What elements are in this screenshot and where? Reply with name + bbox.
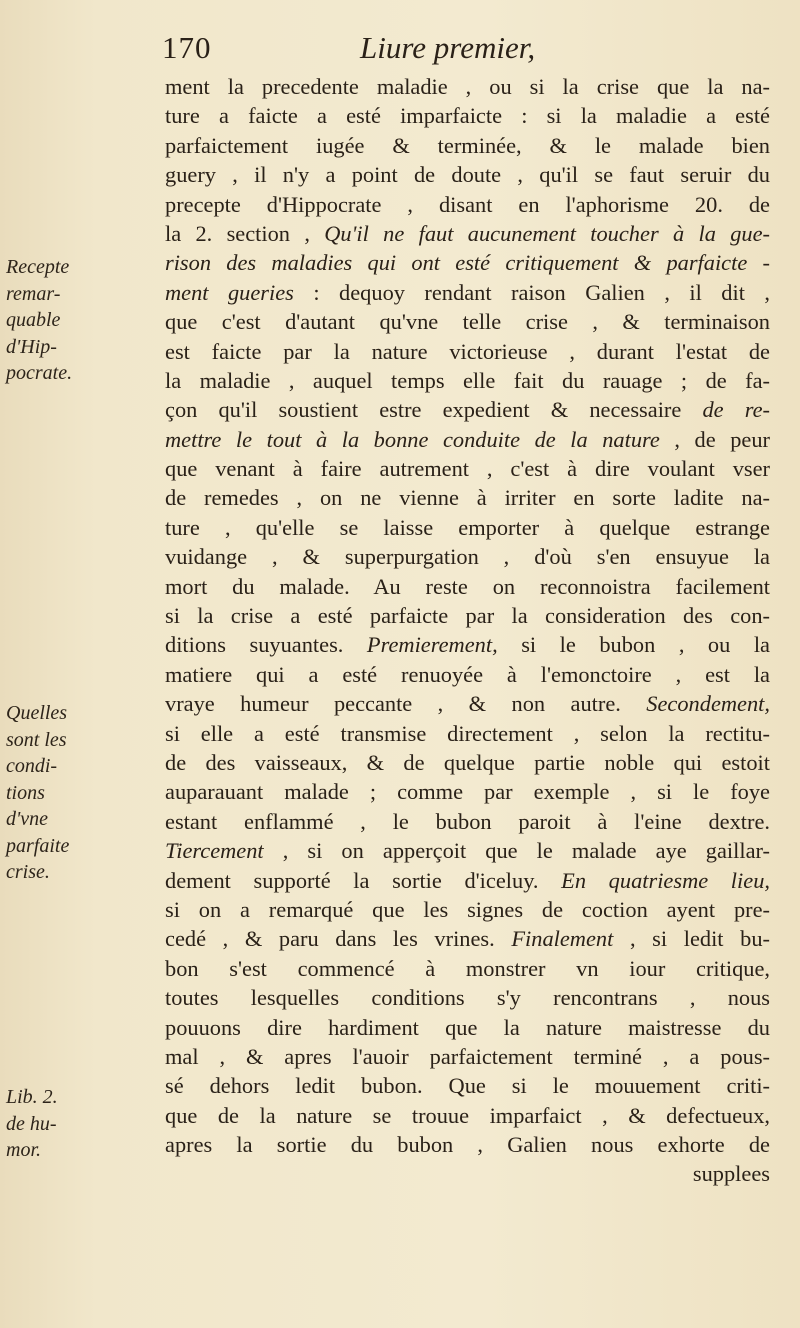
text-line (165, 131, 770, 160)
text-line (165, 1159, 770, 1188)
margin-note-line: Quelles (6, 702, 68, 724)
text-line (165, 895, 770, 924)
text-line (165, 572, 770, 601)
margin-note-line: Lib. 2. (6, 1086, 58, 1108)
text-segment: ditions suyuantes. (165, 632, 367, 658)
italic-segment: Premierement, (366, 632, 498, 658)
text-segment: la 2. section , (165, 220, 325, 246)
text-line (165, 101, 770, 130)
italic-segment: Finalement (511, 926, 614, 952)
text-line (165, 395, 770, 424)
italic-segment: Tiercement (165, 838, 264, 864)
margin-note (6, 1084, 156, 1164)
text-segment: dement supporté la sortie d'iceluy. (165, 867, 562, 893)
margin-note-line: d'vne (6, 808, 49, 830)
margin-note-line: sont les (6, 728, 67, 751)
text-segment: precepte d'Hippocrate , disant en l'aphorisme 20. de (165, 191, 770, 217)
text-line (165, 219, 770, 248)
text-segment: de remedes , on ne vienne à irriter en sorte ladite na- (165, 485, 770, 511)
text-line (165, 1101, 770, 1130)
text-segment: toutes lesquelles conditions s'y rencontrans , nous (165, 985, 770, 1011)
text-line (165, 924, 770, 953)
text-line (165, 1130, 770, 1159)
text-line (165, 836, 770, 865)
margin-note-line: mor. (6, 1139, 42, 1161)
text-segment: supplees (692, 1161, 770, 1187)
text-segment: mort du malade. Au reste on reconnoistra facilement (165, 573, 770, 599)
text-line (165, 954, 770, 983)
text-line (165, 366, 770, 395)
text-segment: matiere qui a esté renuoyée à l'emonctoire , est la (165, 661, 770, 687)
text-segment: pouuons dire hardiment que la nature maistresse du (165, 1014, 770, 1040)
italic-segment: de re- (702, 397, 770, 423)
margin-note-line: condi- (6, 755, 58, 777)
italic-segment: rison des maladies qui ont esté critiquement & parfaicte - (165, 250, 770, 276)
italic-segment: Secondement, (646, 691, 770, 717)
text-segment: ture a faicte a esté imparfaicte : si la maladie a esté (165, 103, 770, 129)
text-segment: si on a remarqué que les signes de coction ayent pre- (165, 896, 770, 922)
page-header (160, 30, 770, 70)
margin-note-line: d'Hip- (6, 335, 57, 358)
text-segment: si elle a esté transmise directement , selon la rectitu- (165, 720, 770, 746)
text-line (165, 72, 770, 101)
text-segment: la maladie , auquel temps elle fait du rauage ; de fa- (165, 367, 770, 393)
text-line (165, 278, 770, 307)
text-segment: çon qu'il soustient estre expedient & necessaire (165, 397, 703, 423)
text-segment: apres la sortie du bubon , Galien nous exhorte de (165, 1132, 770, 1158)
margin-note-line: crise. (6, 861, 50, 883)
margin-note-line: de hu- (6, 1112, 57, 1135)
text-line (165, 1071, 770, 1100)
italic-segment: En quatriesme lieu, (561, 867, 770, 893)
text-segment: cedé , & paru dans les vrines. (165, 926, 512, 952)
text-segment: ment la precedente maladie , ou si la crise que la na- (165, 74, 770, 99)
text-line (165, 307, 770, 336)
page-number: 170 (162, 30, 212, 65)
text-segment: , si on apperçoit que le malade aye gaillar- (263, 838, 770, 864)
text-segment: , de peur (659, 426, 770, 452)
margin-note-line: pocrate. (6, 362, 73, 384)
text-line (165, 866, 770, 895)
text-segment: mal , & apres l'auoir parfaictement terminé , a pous- (165, 1043, 770, 1069)
text-line (165, 337, 770, 366)
text-segment: , si ledit bu- (613, 926, 770, 952)
running-title: Liure premier, (360, 30, 536, 65)
text-segment: vuidange , & superpurgation , d'où s'en ensuyue la (165, 544, 770, 570)
text-segment: ture , qu'elle se laisse emporter à quelque estrange (165, 514, 770, 540)
text-segment: parfaictement iugée & terminée, & le malade bien (165, 132, 770, 158)
margin-note (6, 700, 156, 886)
text-line (165, 689, 770, 718)
text-line (165, 1013, 770, 1042)
text-line (165, 777, 770, 806)
margin-note (6, 254, 156, 387)
text-segment: est faicte par la nature victorieuse , durant l'estat de (165, 338, 770, 364)
margin-note-line: parfaite (6, 834, 70, 857)
text-segment: si le bubon , ou la (497, 632, 770, 658)
text-line (165, 425, 770, 454)
text-line (165, 542, 770, 571)
italic-segment: ment gueries (165, 279, 294, 305)
text-line (165, 160, 770, 189)
margin-note-line: tions (6, 781, 45, 804)
text-line (165, 513, 770, 542)
text-segment: : dequoy rendant raison Galien , il dit , (293, 279, 770, 305)
margin-note-line: quable (6, 309, 61, 331)
text-segment: sé dehors ledit bubon. Que si le mouuement criti- (165, 1073, 770, 1099)
text-segment: auparauant malade ; comme par exemple , si le foye (165, 779, 770, 805)
text-line (165, 719, 770, 748)
text-segment: estant enflammé , le bubon paroit à l'eine dextre. (165, 808, 770, 834)
text-line (165, 807, 770, 836)
text-segment: si la crise a esté parfaicte par la consideration des con- (165, 603, 770, 629)
text-segment: que venant à faire autrement , c'est à dire voulant vser (165, 456, 770, 482)
text-segment: de des vaisseaux, & de quelque partie noble qui estoit (165, 749, 770, 775)
text-line (165, 1042, 770, 1071)
text-line (165, 660, 770, 689)
italic-segment: mettre le tout à la bonne conduite de la nature (165, 426, 660, 452)
text-segment: vraye humeur peccante , & non autre. (165, 691, 647, 717)
text-segment: guery , il n'y a point de doute , qu'il se faut seruir du (165, 162, 770, 188)
text-line (165, 190, 770, 219)
margin-note-line: remar- (6, 282, 61, 305)
text-segment: bon s'est commencé à monstrer vn iour critique, (165, 955, 770, 981)
margin-note-line: Recepte (6, 256, 70, 278)
italic-segment: Qu'il ne faut aucunement toucher à la gue- (324, 220, 770, 246)
text-line (165, 454, 770, 483)
text-line (165, 748, 770, 777)
text-line (165, 483, 770, 512)
text-line (165, 601, 770, 630)
text-line (165, 983, 770, 1012)
text-segment: que de la nature se trouue imparfaict , & defectueux, (165, 1102, 770, 1128)
text-line (165, 248, 770, 277)
text-line (165, 630, 770, 659)
body-text (165, 72, 770, 1189)
text-segment: que c'est d'autant qu'vne telle crise , & terminaison (165, 309, 770, 335)
